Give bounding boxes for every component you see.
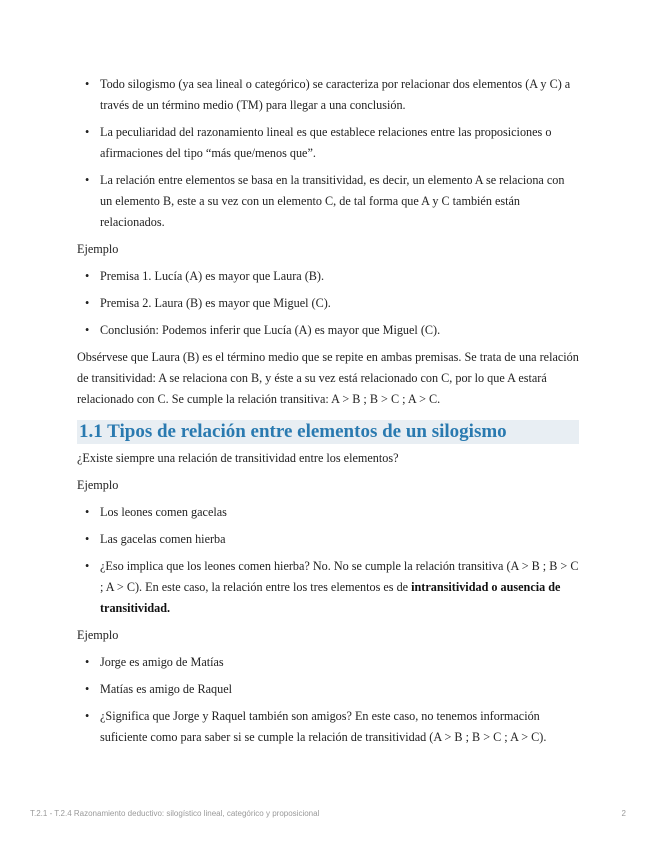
list-item [77, 293, 579, 314]
list-item [77, 529, 579, 550]
section-heading: 1.1 Tipos de relación entre elementos de un silogismo [77, 420, 579, 444]
example-label: Ejemplo [77, 242, 119, 256]
list-item-text: Todo silogismo (ya sea lineal o categórico) se caracteriza por relacionar dos elementos (A y C) a través de un término medio (TM) para llegar a una conclusión. [100, 77, 571, 112]
footer-title: T.2.1 - T.2.4 Razonamiento deductivo: silogístico lineal, categórico y proposicional [30, 809, 320, 818]
example-list [77, 266, 579, 341]
example-label: Ejemplo [77, 628, 119, 642]
list-item [77, 556, 579, 619]
list-item-text: La relación entre elementos se basa en la transitividad, es decir, un elemento A se relaciona con un elemento B, este a su vez con un elemento C, de tal forma que A y C también están relacionados. [100, 173, 565, 229]
page-number: 2 [621, 809, 626, 818]
list-item-text: ¿Eso implica que los leones comen hierba? No. No se cumple la relación transitiva (A > B ; B > C ; A > C). En este caso, la relación entre los tres elementos es de [100, 559, 579, 594]
list-item-text: Los leones comen gacelas [100, 505, 227, 519]
bullet-icon: • [85, 505, 90, 519]
bullet-icon: • [85, 173, 90, 187]
bullet-icon: • [85, 125, 90, 139]
bullet-icon: • [85, 682, 90, 696]
list-item-text: Jorge es amigo de Matías [100, 655, 224, 669]
list-item-text: Premisa 1. Lucía (A) es mayor que Laura (B). [100, 269, 325, 283]
bullet-icon: • [85, 559, 90, 573]
page-footer [30, 809, 626, 818]
list-item [77, 170, 579, 233]
list-item-text: Conclusión: Podemos inferir que Lucía (A) es mayor que Miguel (C). [100, 323, 441, 337]
list-item [77, 74, 579, 116]
bullet-icon: • [85, 323, 90, 337]
page-content [77, 74, 579, 754]
bullet-icon: • [85, 709, 90, 723]
bullet-icon: • [85, 296, 90, 310]
list-item [77, 122, 579, 164]
list-item-text: ¿Significa que Jorge y Raquel también son amigos? En este caso, no tenemos información suficiente como para saber si se cumple la relación de transitividad (A > B ; B > C ; A > C). [100, 709, 547, 744]
bullet-icon: • [85, 77, 90, 91]
list-item [77, 706, 579, 748]
section-question: ¿Existe siempre una relación de transitividad entre los elementos? [77, 451, 399, 465]
example-list [77, 502, 579, 619]
list-item-text: La peculiaridad del razonamiento lineal es que establece relaciones entre las proposiciones o afirmaciones del tipo “más que/menos que”. [100, 125, 552, 160]
bullet-icon: • [85, 655, 90, 669]
list-item [77, 320, 579, 341]
bullet-icon: • [85, 269, 90, 283]
list-item [77, 679, 579, 700]
list-item-text: Las gacelas comen hierba [100, 532, 226, 546]
example-label: Ejemplo [77, 478, 119, 492]
list-item [77, 652, 579, 673]
list-item [77, 266, 579, 287]
example-list [77, 652, 579, 748]
bullet-icon: • [85, 532, 90, 546]
bold-term: intransitividad o ausencia de transitividad. [100, 580, 561, 615]
intro-bullet-list [77, 74, 579, 233]
list-item-text: Matías es amigo de Raquel [100, 682, 232, 696]
observation-paragraph: Obsérvese que Laura (B) es el término medio que se repite en ambas premisas. Se trata de una relación de transitividad: A se relaciona con B, y éste a su vez está relacionado con C, por lo que A estará relacionado con C. Se cumple la relación transitiva: A > B ; B > C ; A > C. [77, 350, 579, 406]
list-item [77, 502, 579, 523]
list-item-text: Premisa 2. Laura (B) es mayor que Miguel (C). [100, 296, 331, 310]
